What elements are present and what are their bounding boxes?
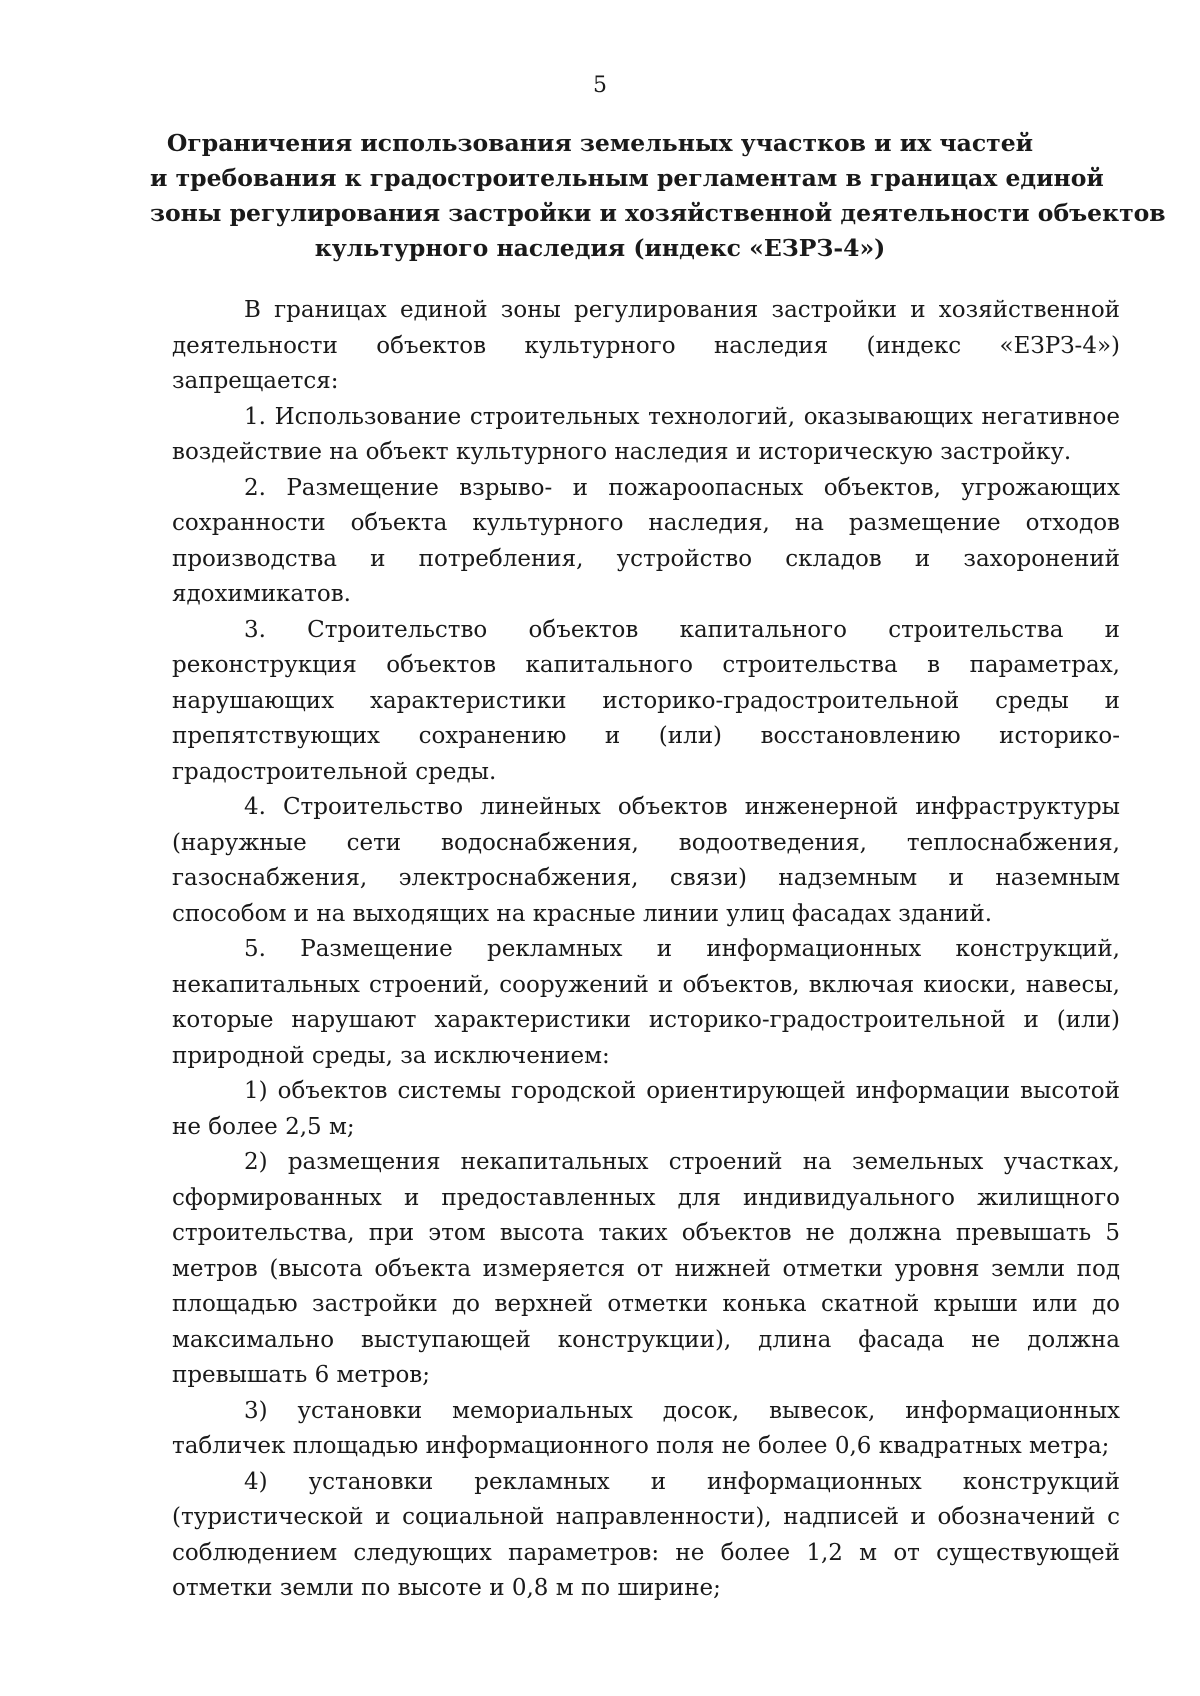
- document-title: [150, 126, 1166, 266]
- paragraph-item-4: 4. Строительство линейных объектов инженерной инфраструктуры (наружные сети водоснабжения, водоотведения, теплоснабжения, газоснабжения, электроснабжения, связи) надземным и наземным способом и на выходящих на красные линии улиц фасадах зданий.: [172, 794, 1120, 927]
- document-body: [172, 293, 1120, 1607]
- paragraph-subitem-1: 1) объектов системы городской ориентирующей информации высотой не более 2,5 м;: [172, 1078, 1120, 1140]
- paragraph-item-5: 5. Размещение рекламных и информационных конструкций, некапитальных строений, сооружений и объектов, включая киоски, навесы, которые нарушают характеристики историко-градостроительной и (или) природной среды, за исключением:: [172, 936, 1120, 1069]
- title-line: зоны регулирования застройки и хозяйственной деятельности объектов: [150, 199, 1166, 227]
- page-number: 5: [593, 73, 607, 98]
- paragraph-item-2: 2. Размещение взрыво- и пожароопасных объектов, угрожающих сохранности объекта культурного наследия, на размещение отходов производства и потребления, устройство складов и захоронений ядохимикатов.: [172, 474, 1120, 607]
- title-line: и требования к градостроительным регламентам в границах единой: [150, 164, 1104, 192]
- paragraph-item-3: 3. Строительство объектов капитального строительства и реконструкция объектов капитального строительства в параметрах, нарушающих характеристики историко-градостроительной среды и препятствующих сохранению и (или) восстановлению историко-градостроительной среды.: [172, 616, 1120, 785]
- paragraph-intro: В границах единой зоны регулирования застройки и хозяйственной деятельности объектов культурного наследия (индекс «ЕЗРЗ-4») запрещается:: [172, 297, 1120, 394]
- paragraph-subitem-2: 2) размещения некапитальных строений на земельных участках, сформированных и предоставленных для индивидуального жилищного строительства, при этом высота таких объектов не должна превышать 5 метров (высота объекта измеряется от нижней отметки уровня земли под площадью застройки до верхней отметки конька скатной крыши или до максимально выступающей конструкции), длина фасада не должна превышать 6 метров;: [172, 1149, 1120, 1388]
- paragraph-subitem-3: 3) установки мемориальных досок, вывесок, информационных табличек площадью информационного поля не более 0,6 квадратных метра;: [172, 1397, 1120, 1459]
- paragraph-subitem-4: 4) установки рекламных и информационных конструкций (туристической и социальной направленности), надписей и обозначений с соблюдением следующих параметров: не более 1,2 м от существующей отметки земли по высоте и 0,8 м по ширине;: [172, 1468, 1120, 1601]
- paragraph-item-1: 1. Использование строительных технологий, оказывающих негативное воздействие на объект культурного наследия и историческую застройку.: [172, 403, 1120, 465]
- title-line: культурного наследия (индекс «ЕЗРЗ-4»): [314, 234, 886, 262]
- title-line: Ограничения использования земельных участков и их частей: [166, 129, 1034, 157]
